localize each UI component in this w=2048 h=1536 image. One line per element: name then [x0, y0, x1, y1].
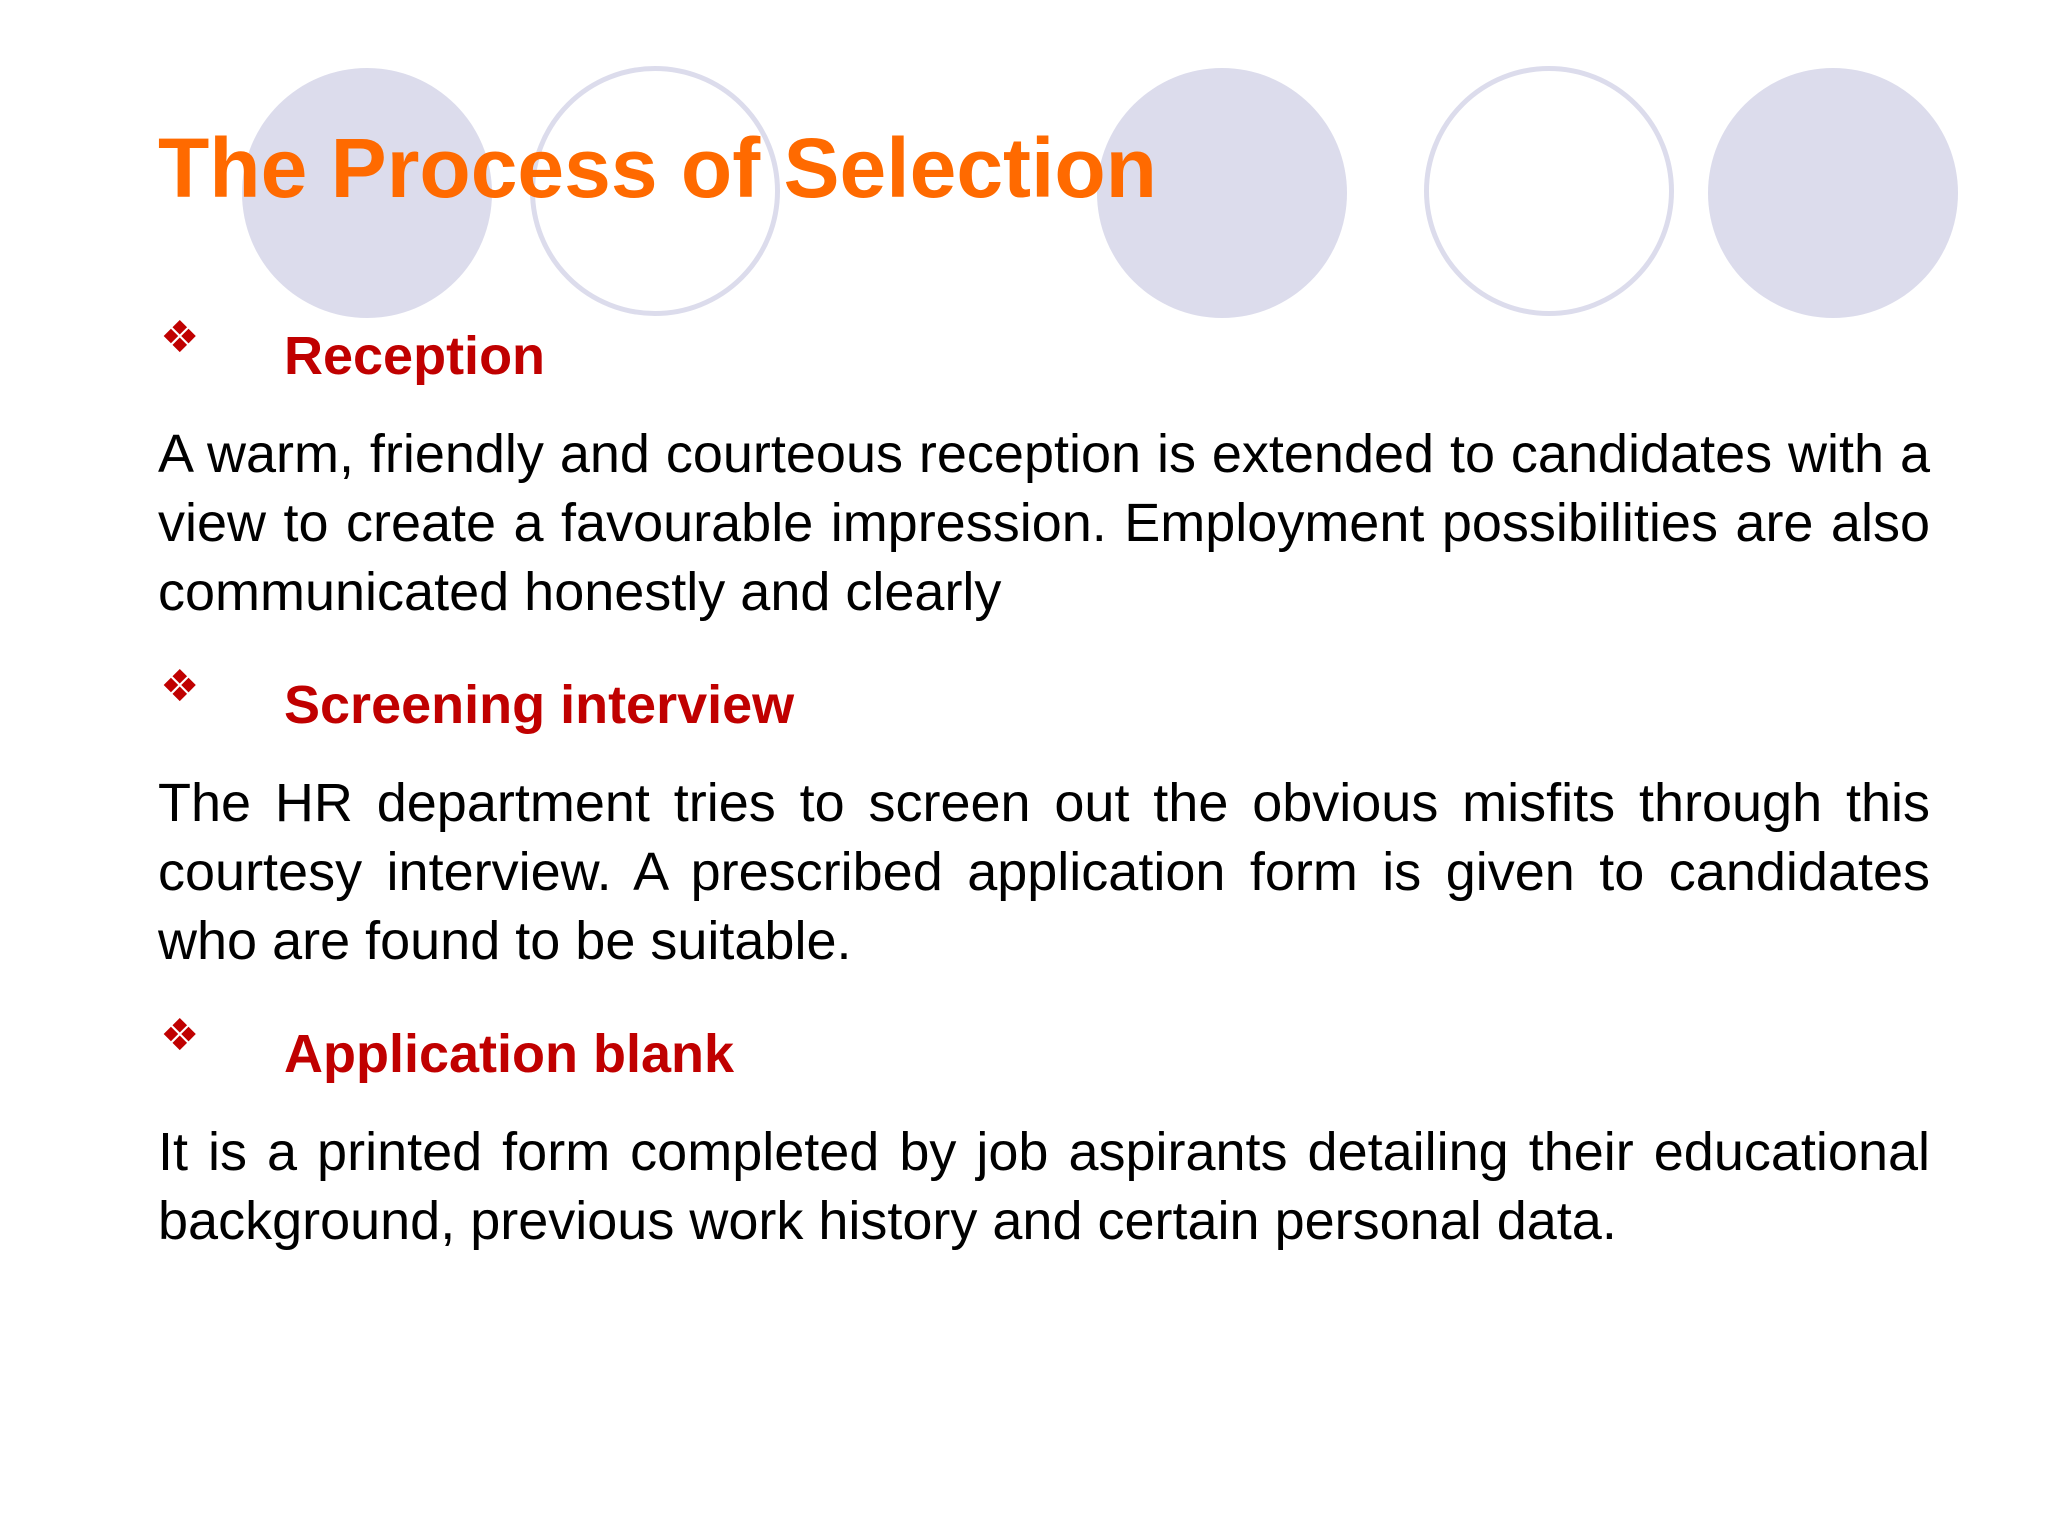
section-heading-reception — [158, 312, 1930, 398]
section-body-application-blank: It is a printed form completed by job aspirants detailing their educational background, previous work history and certain personal data. — [158, 1122, 1930, 1251]
section-heading-text: Application blank — [284, 1024, 735, 1084]
four-diamond-bullet-icon: ❖ — [160, 1010, 200, 1061]
section-heading-screening-interview — [158, 661, 1930, 747]
decorative-ring-circle — [1424, 66, 1674, 316]
section-heading-application-blank — [158, 1010, 1930, 1096]
section-body-screening-interview: The HR department tries to screen out the obvious misfits through this courtesy interview. A prescribed application form is given to candidates who are found to be suitable. — [158, 773, 1930, 971]
section-heading-text: Screening interview — [284, 675, 795, 735]
four-diamond-bullet-icon: ❖ — [160, 661, 200, 712]
section-heading-text: Reception — [284, 326, 546, 386]
decorative-filled-circle — [1708, 68, 1958, 318]
section-body-reception: A warm, friendly and courteous reception is extended to candidates with a view to create a favourable impression. Employment possibilities are also communicated honestly and clearly — [158, 424, 1930, 622]
slide-content — [158, 312, 1930, 1296]
slide-title: The Process of Selection — [158, 121, 1157, 215]
four-diamond-bullet-icon: ❖ — [160, 312, 200, 363]
